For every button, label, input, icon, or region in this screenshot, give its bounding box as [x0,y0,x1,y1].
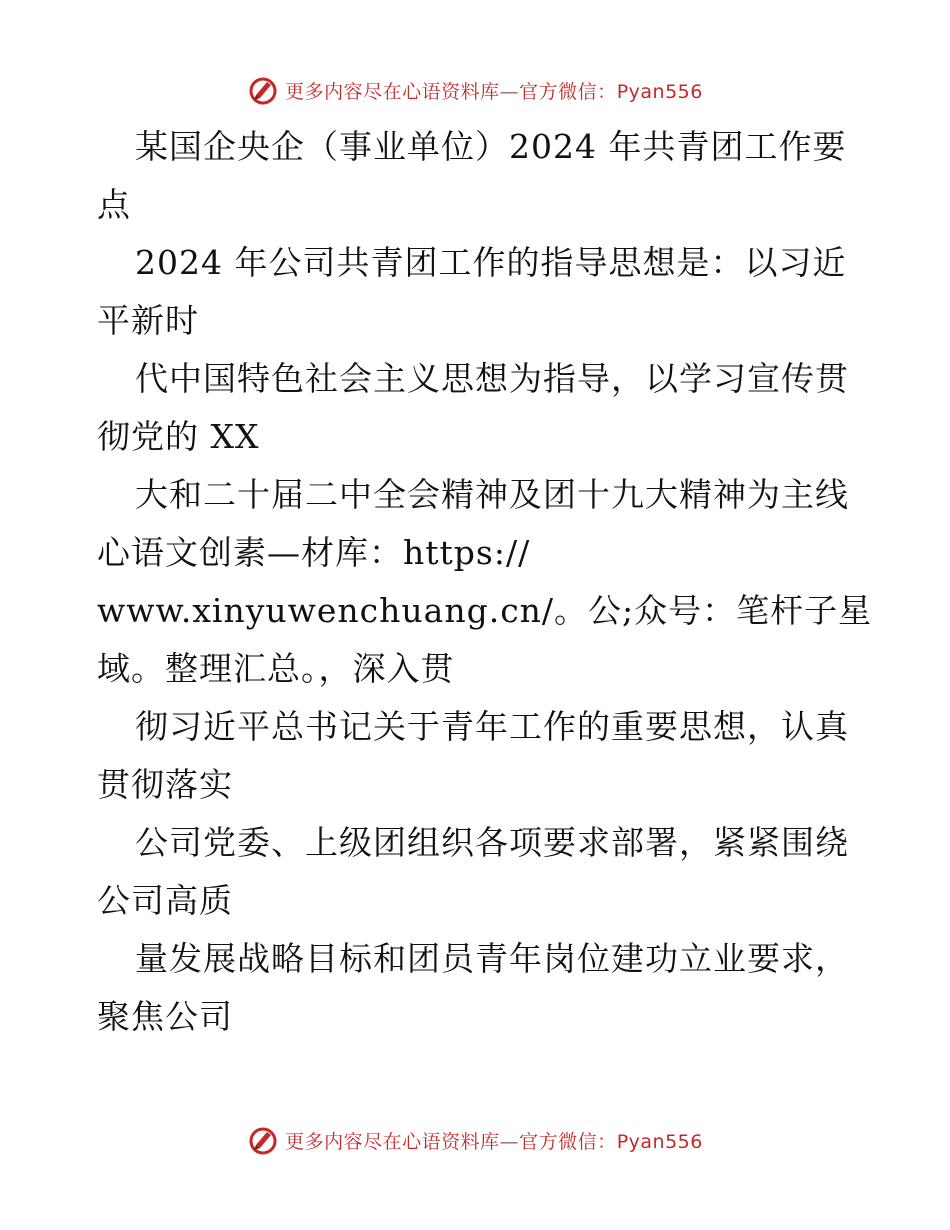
banner-wechat-id: Pyan556 [616,1130,703,1153]
banner-wechat-id: Pyan556 [616,80,703,103]
doc-line: 贯彻落实 [97,765,233,804]
doc-line-title-wrap: 点 [97,185,131,224]
pen-logo-icon [247,1124,279,1156]
document-body [97,118,873,1046]
banner-wechat-label: 官方微信： [519,80,617,103]
banner-wechat-label: 官方微信： [519,1130,617,1153]
doc-line-title: 某国企央企（事业单位）2024 年共青团工作要 [135,127,847,166]
banner-main-text: 更多内容尽在心语资料库 [285,1130,500,1153]
doc-line: 大和二十届二中全会精神及团十九大精神为主线 [135,475,849,514]
banner-dash: — [499,1130,520,1153]
doc-line: www.xinyuwenchuang.cn/。公;众号：笔杆子星 [97,591,873,630]
footer-banner [0,1120,950,1160]
doc-line: 彻党的 XX [97,417,260,456]
footer-banner-text [285,1127,703,1154]
doc-line: 域。整理汇总。，深入贯 [97,649,455,688]
banner-dash: — [499,80,520,103]
doc-line: 心语文创素—材库：https:// [97,533,531,572]
doc-line: 公司党委、上级团组织各项要求部署，紧紧围绕 [135,823,849,862]
doc-line: 平新时 [97,301,199,340]
header-banner-text [285,77,703,104]
doc-line: 2024 年公司共青团工作的指导思想是：以习近 [135,243,847,282]
doc-line: 公司高质 [97,881,233,920]
banner-main-text: 更多内容尽在心语资料库 [285,80,500,103]
doc-line: 聚焦公司 [97,997,233,1036]
doc-line: 代中国特色社会主义思想为指导，以学习宣传贯 [135,359,849,398]
pen-logo-icon [247,74,279,106]
doc-line: 彻习近平总书记关于青年工作的重要思想，认真 [135,707,849,746]
doc-line: 量发展战略目标和团员青年岗位建功立业要求， [135,939,849,978]
header-banner [0,70,950,110]
